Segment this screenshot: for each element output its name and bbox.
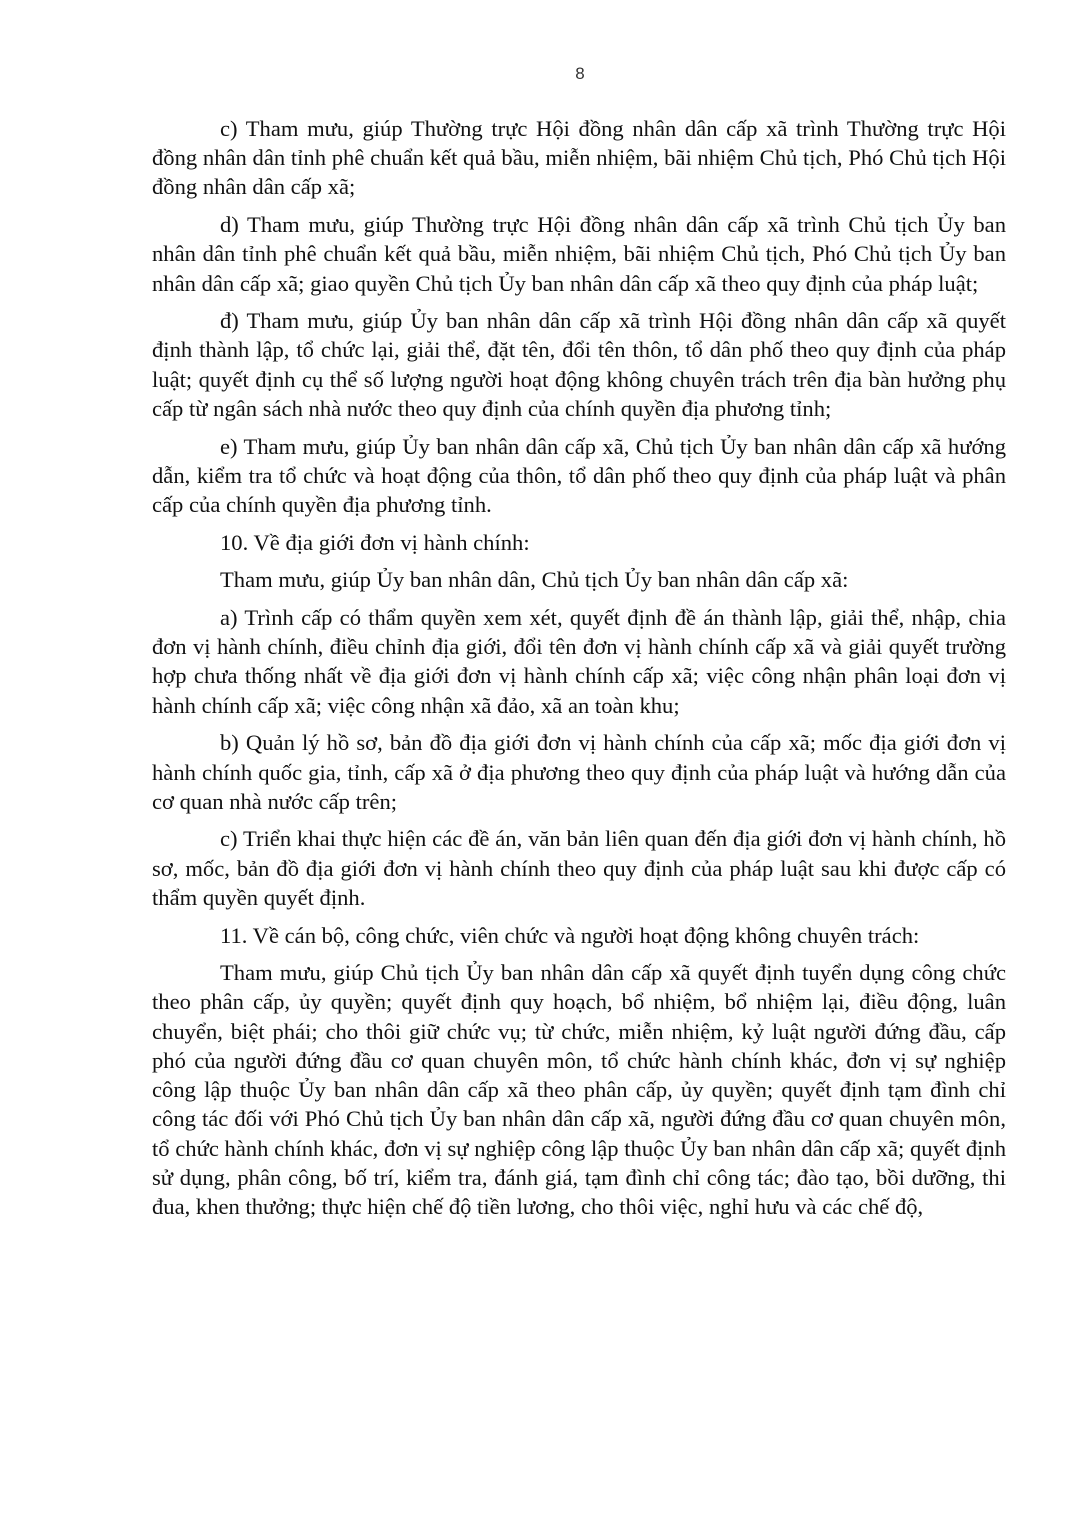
page-number: 8 [575, 64, 585, 83]
paragraph-item-e-huong-dan: e) Tham mưu, giúp Ủy ban nhân dân cấp xã, Chủ tịch Ủy ban nhân dân cấp xã hướng dẫn, kiểm tra tổ chức và hoạt động của thôn, tổ dân phố theo quy định của pháp luật và phân cấp của chính quyền địa phương tỉnh. [152, 433, 1006, 517]
paragraph-item-dd-thon-to-dan-pho: đ) Tham mưu, giúp Ủy ban nhân dân cấp xã trình Hội đồng nhân dân cấp xã quyết định thành lập, tổ chức lại, giải thể, đặt tên, đổi tên thôn, tổ dân phố theo quy định của pháp luật; quyết định cụ thể số lượng người hoạt động không chuyên trách trên địa bàn hưởng phụ cấp từ ngân sách nhà nước theo quy định của chính quyền địa phương tỉnh; [152, 308, 1006, 421]
paragraph-item-a-de-an: a) Trình cấp có thẩm quyền xem xét, quyết định đề án thành lập, giải thể, nhập, chia đơn vị hành chính, điều chỉnh địa giới, đổi tên đơn vị hành chính cấp xã và giải quyết trường hợp chưa thống nhất về địa giới đơn vị hành chính cấp xã; việc công nhận phân loại đơn vị hành chính cấp xã; việc công nhận xã đảo, xã an toàn khu; [152, 605, 1006, 718]
document-body [152, 114, 1006, 1230]
paragraph-intro-10: Tham mưu, giúp Ủy ban nhân dân, Chủ tịch Ủy ban nhân dân cấp xã: [220, 567, 849, 593]
paragraph-item-b-ho-so: b) Quản lý hồ sơ, bản đồ địa giới đơn vị hành chính của cấp xã; mốc địa giới đơn vị hành chính quốc gia, tỉnh, cấp xã ở địa phương theo quy định của pháp luật và hướng dẫn của cơ quan nhà nước cấp trên; [152, 730, 1006, 814]
paragraph-item-c-hdnd: c) Tham mưu, giúp Thường trực Hội đồng nhân dân cấp xã trình Thường trực Hội đồng nhân dân tỉnh phê chuẩn kết quả bầu, miễn nhiệm, bãi nhiệm Chủ tịch, Phó Chủ tịch Hội đồng nhân dân cấp xã; [152, 116, 1006, 200]
paragraph-item-d-ubnd: d) Tham mưu, giúp Thường trực Hội đồng nhân dân cấp xã trình Chủ tịch Ủy ban nhân dân tỉnh phê chuẩn kết quả bầu, miễn nhiệm, bãi nhiệm Chủ tịch, Phó Chủ tịch Ủy ban nhân dân cấp xã; giao quyền Chủ tịch Ủy ban nhân dân cấp xã theo quy định của pháp luật; [152, 212, 1006, 296]
section-heading-11: 11. Về cán bộ, công chức, viên chức và người hoạt động không chuyên trách: [220, 922, 920, 948]
paragraph-body-11: Tham mưu, giúp Chủ tịch Ủy ban nhân dân cấp xã quyết định tuyển dụng công chức theo phân cấp, ủy quyền; quyết định quy hoạch, bổ nhiệm, bổ nhiệm lại, điều động, luân chuyển, biệt phái; cho thôi giữ chức vụ; từ chức, miễn nhiệm, kỷ luật người đứng đầu, cấp phó của người đứng đầu cơ quan chuyên môn, tổ chức hành chính khác, đơn vị sự nghiệp công lập thuộc Ủy ban nhân dân cấp xã theo phân cấp, ủy quyền; quyết định tạm đình chỉ công tác đối với Phó Chủ tịch Ủy ban nhân dân cấp xã, người đứng đầu cơ quan chuyên môn, tổ chức hành chính khác, đơn vị sự nghiệp công lập thuộc Ủy ban nhân dân cấp xã; quyết định sử dụng, phân công, bố trí, kiểm tra, đánh giá, tạm đình chỉ công tác; đào tạo, bồi dưỡng, thi đua, khen thưởng; thực hiện chế độ tiền lương, cho thôi việc, nghỉ hưu và các chế độ, [152, 960, 1006, 1219]
section-heading-10: 10. Về địa giới đơn vị hành chính: [220, 529, 530, 555]
paragraph-item-c-trien-khai: c) Triển khai thực hiện các đề án, văn bản liên quan đến địa giới đơn vị hành chính, hồ sơ, mốc, bản đồ địa giới đơn vị hành chính theo quy định của pháp luật sau khi được cấp có thẩm quyền quyết định. [152, 826, 1006, 910]
